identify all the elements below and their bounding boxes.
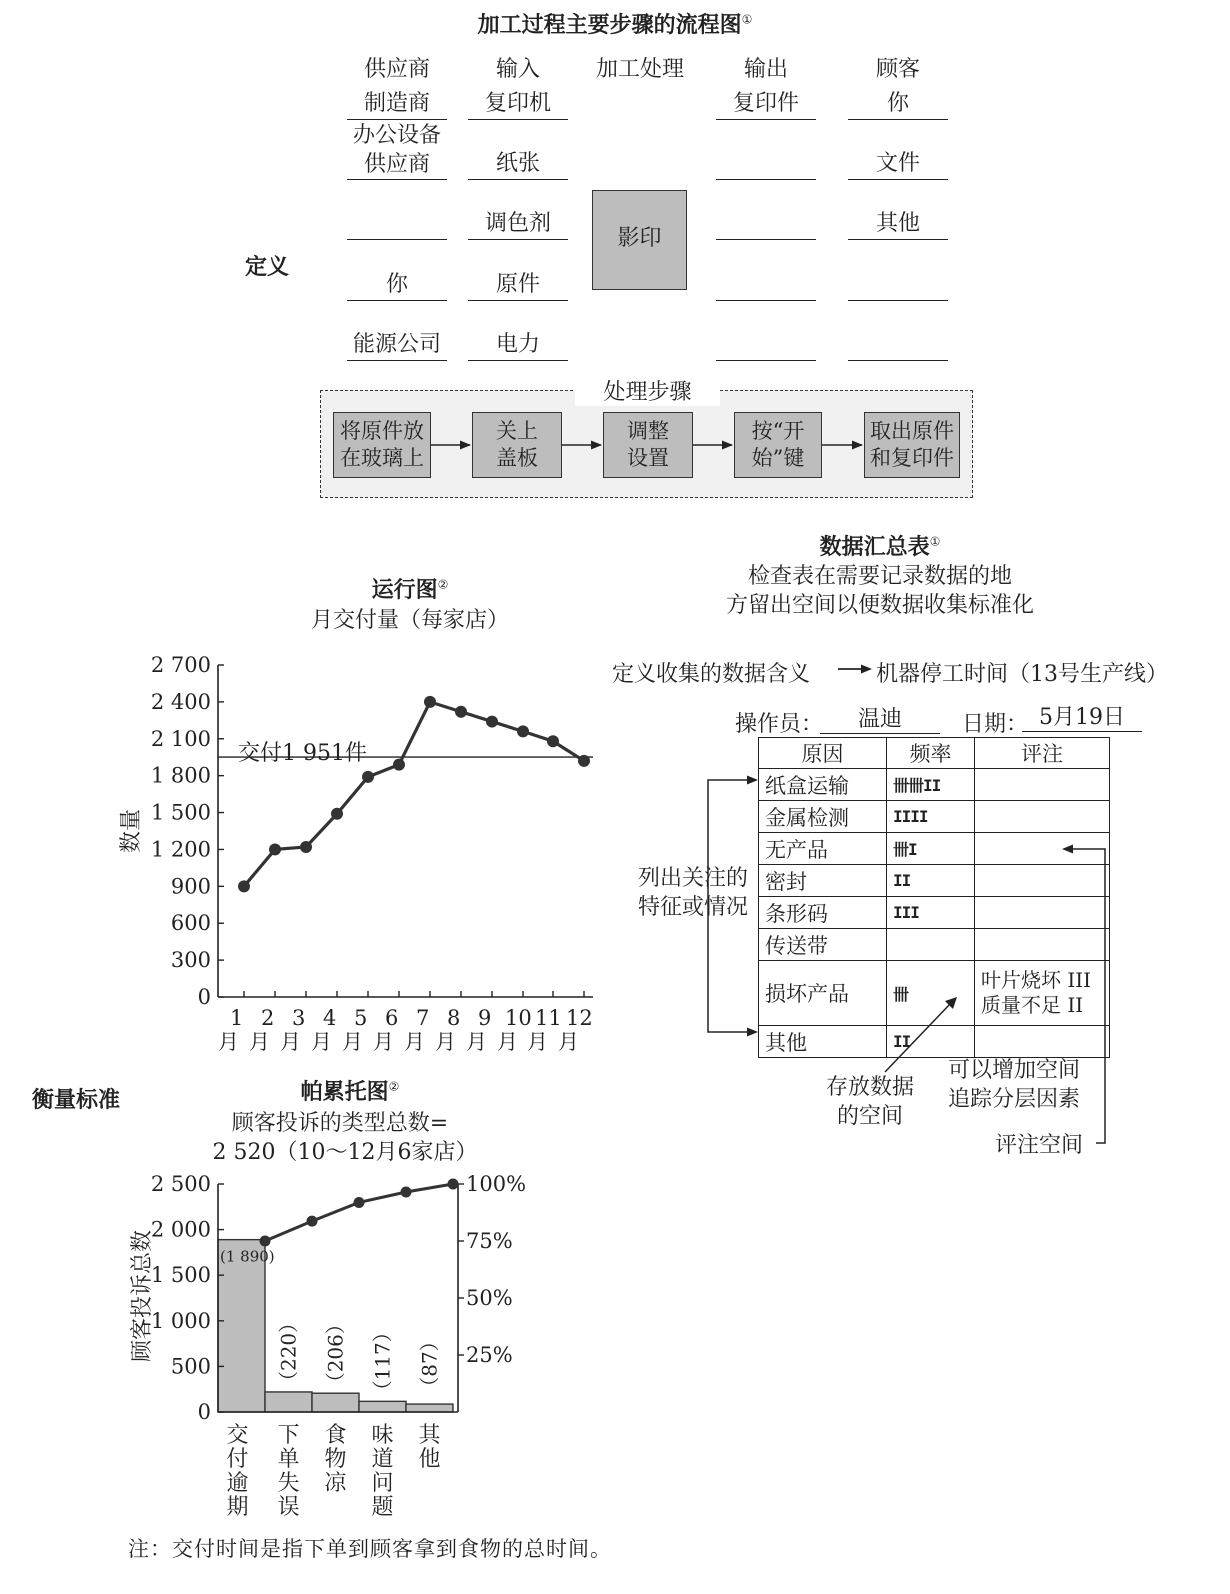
sheet-tally: 卌	[887, 961, 975, 1026]
run-point-11	[547, 735, 559, 747]
sheet-cause: 条形码	[759, 897, 887, 929]
sheet-row	[759, 961, 1110, 1026]
sheet-tally: II	[887, 1026, 975, 1058]
sheet-header-0: 原因	[759, 738, 887, 769]
flow-header-3: 输出	[743, 57, 788, 82]
flow-header-1: 输入	[495, 57, 540, 82]
check-sheet-desc-1: 检查表在需要记录数据的地	[747, 564, 1012, 589]
run-y-tick-label: 1 500	[150, 800, 211, 825]
run-y-tick-label: 300	[170, 948, 211, 973]
sheet-cause: 损坏产品	[759, 961, 887, 1026]
run-x-tick-label: 9	[478, 1006, 492, 1030]
pareto-y2-tick-label: 50%	[466, 1286, 513, 1310]
pareto-cumulative-point-4	[448, 1179, 459, 1190]
run-point-10	[517, 725, 529, 737]
pareto-y2-tick-label: 25%	[466, 1343, 513, 1367]
pareto-category-char: 付	[226, 1447, 249, 1472]
customer-0: 你	[848, 89, 948, 120]
sheet-tally: II	[887, 865, 975, 897]
run-chart-title-note: ②	[437, 577, 449, 592]
pareto-subtitle-1: 顾客投诉的类型总数=	[231, 1111, 449, 1136]
pareto-category-char: 物	[324, 1447, 347, 1472]
sheet-row	[759, 897, 1110, 929]
pareto-y-tick-label: 2 500	[150, 1172, 211, 1196]
run-x-tick-unit: 月	[527, 1030, 548, 1054]
run-x-tick-label: 12	[566, 1006, 593, 1030]
run-y-tick-label: 2 400	[150, 689, 211, 714]
pareto-y-tick-label: 2 000	[150, 1217, 211, 1242]
sheet-note	[975, 865, 1110, 897]
pareto-value-label-1: （220）	[276, 1312, 301, 1392]
pareto-category-char: 下	[277, 1423, 300, 1448]
input-1: 纸张	[468, 149, 568, 180]
pareto-y-tick-label: 1 000	[150, 1308, 211, 1333]
operator-label: 操作员：	[735, 712, 824, 737]
sheet-tally: III	[887, 897, 975, 929]
run-chart-title	[310, 573, 510, 604]
sheet-note	[975, 833, 1110, 865]
check-sheet-table-wrap	[758, 737, 1110, 1058]
sheet-note	[975, 897, 1110, 929]
check-sheet-desc-2: 方留出空间以便数据收集标准化	[725, 593, 1034, 618]
sheet-cause: 金属检测	[759, 801, 887, 833]
pareto-category-char: 单	[277, 1447, 300, 1472]
check-sheet-title	[780, 530, 980, 561]
pareto-y-tick-label: 1 500	[150, 1263, 211, 1288]
sheet-row	[759, 833, 1110, 865]
sheet-header-2: 评注	[975, 738, 1110, 769]
run-point-7	[424, 696, 436, 708]
flow-header-0: 供应商	[363, 57, 430, 82]
bracket-arrow-top	[747, 776, 758, 785]
sheet-note	[975, 929, 1110, 961]
definition-label: 定义	[245, 255, 290, 280]
run-x-tick-unit: 月	[373, 1030, 394, 1054]
run-x-tick-label: 3	[292, 1006, 306, 1030]
step-arrow-head-3	[852, 441, 863, 450]
run-y-tick-label: 900	[170, 874, 211, 899]
step-arrow-head-0	[460, 441, 471, 450]
pareto-category-char: 道	[371, 1447, 394, 1472]
run-series-line	[244, 702, 584, 886]
sheet-tally: 卌I	[887, 833, 975, 865]
left-note: 列出关注的 特征或情况	[638, 866, 749, 920]
measure-label: 衡量标准	[32, 1088, 121, 1113]
pareto-category-char: 问	[371, 1471, 394, 1496]
run-y-tick-label: 2 100	[150, 726, 211, 751]
run-x-tick-label: 8	[447, 1006, 461, 1030]
pareto-value-label-2: （206）	[323, 1314, 348, 1393]
run-x-tick-unit: 月	[218, 1030, 239, 1054]
step-arrow-head-1	[591, 441, 602, 450]
flowchart-title-text: 加工过程主要步骤的流程图	[477, 13, 742, 38]
step-box-0: 将原件放 在玻璃上	[333, 412, 431, 478]
run-x-tick-unit: 月	[466, 1030, 487, 1054]
run-y-tick-label: 2 700	[150, 653, 211, 677]
define-arrow-head	[861, 665, 872, 674]
run-y-label: 数量	[119, 808, 144, 853]
input-0: 复印机	[468, 89, 568, 120]
sheet-note	[975, 1026, 1110, 1058]
steps-label: 处理步骤	[575, 375, 720, 406]
step-arrow-head-2	[722, 441, 733, 450]
run-x-tick-unit: 月	[311, 1030, 332, 1054]
output-0: 复印件	[716, 89, 816, 120]
run-x-tick-unit: 月	[342, 1030, 363, 1054]
pareto-category-char: 误	[277, 1495, 300, 1520]
run-point-8	[455, 706, 467, 718]
supplier-0: 制造商	[347, 89, 447, 120]
pareto-value-label-3: （117）	[370, 1322, 395, 1401]
pareto-bar-3	[359, 1401, 406, 1412]
run-x-tick-unit: 月	[249, 1030, 270, 1054]
run-x-tick-unit: 月	[558, 1030, 579, 1054]
sheet-note	[975, 801, 1110, 833]
footnote: 注：交付时间是指下单到顾客拿到食物的总时间。	[128, 1537, 612, 1561]
run-x-tick-unit: 月	[280, 1030, 301, 1054]
flow-header-4: 顾客	[875, 57, 920, 82]
pareto-category-char: 其	[418, 1423, 441, 1448]
sheet-row	[759, 1026, 1110, 1058]
flow-header-2: 加工处理	[595, 57, 684, 82]
run-x-tick-unit: 月	[404, 1030, 425, 1054]
pareto-cumulative-point-2	[354, 1197, 365, 1208]
run-y-tick-label: 1 800	[150, 763, 211, 788]
define-text: 定义收集的数据含义	[612, 662, 811, 687]
pareto-category-char: 失	[277, 1471, 300, 1496]
run-x-tick-label: 6	[385, 1006, 399, 1030]
run-x-tick-unit: 月	[435, 1030, 456, 1054]
pareto-y-label: 顾客投诉总数	[130, 1229, 155, 1362]
pareto-bar-1	[265, 1392, 312, 1412]
check-sheet-table	[758, 737, 1110, 1058]
input-3: 原件	[468, 270, 568, 301]
input-4: 电力	[468, 330, 568, 361]
supplier-4: 能源公司	[347, 330, 447, 361]
sheet-tally: IIII	[887, 801, 975, 833]
run-x-tick-label: 5	[354, 1006, 368, 1030]
step-box-2: 调整 设置	[603, 412, 693, 478]
run-y-tick-label: 1 200	[150, 837, 211, 862]
pareto-value-label-4: （87）	[417, 1331, 442, 1397]
sheet-header-row	[759, 738, 1110, 769]
pareto-y2-tick-label: 100%	[466, 1172, 527, 1196]
pareto-bar-2	[312, 1393, 359, 1412]
pareto-category-char: 食	[324, 1423, 347, 1448]
sheet-cause: 密封	[759, 865, 887, 897]
add-note: 可以增加空间 追踪分层因素	[948, 1058, 1081, 1112]
supplier-1: 办公设备 供应商	[347, 121, 447, 180]
comment-note: 评注空间	[995, 1133, 1084, 1158]
customer-1: 文件	[848, 149, 948, 180]
step-box-3: 按“开 始”键	[734, 412, 822, 478]
run-point-2	[269, 843, 281, 855]
pareto-y2-tick-label: 75%	[466, 1229, 513, 1253]
run-point-12	[578, 755, 590, 767]
sheet-cause: 纸盒运输	[759, 769, 887, 801]
run-x-tick-label: 4	[323, 1006, 337, 1030]
pareto-category-char: 期	[226, 1495, 249, 1520]
input-2: 调色剂	[468, 209, 568, 240]
run-chart-subtitle: 月交付量（每家店）	[310, 608, 509, 633]
run-point-9	[486, 716, 498, 728]
sheet-row	[759, 801, 1110, 833]
run-chart-ref-label: 交付1 951件	[238, 741, 367, 766]
run-x-tick-label: 11	[535, 1006, 562, 1030]
sheet-row	[759, 769, 1110, 801]
run-chart-title-text: 运行图	[371, 578, 438, 603]
pareto-title-note: ②	[388, 1079, 400, 1094]
sheet-note	[975, 769, 1110, 801]
pareto-category-char: 凉	[324, 1471, 347, 1496]
run-point-5	[362, 771, 374, 783]
pareto-category-char: 题	[371, 1495, 394, 1520]
pareto-cumulative-point-0	[260, 1236, 271, 1247]
date-value: 5月19日	[1022, 700, 1142, 732]
sheet-cause: 其他	[759, 1026, 887, 1058]
pareto-subtitle-2: 2 520（10～12月6家店）	[212, 1140, 478, 1165]
pareto-y-tick-label: 500	[170, 1354, 211, 1379]
customer-2: 其他	[848, 209, 948, 240]
run-x-tick-label: 1	[230, 1006, 244, 1030]
run-point-6	[393, 759, 405, 771]
date-label: 日期：	[962, 712, 1029, 737]
pareto-category-char: 味	[371, 1423, 394, 1448]
check-sheet-title-note: ①	[929, 534, 941, 549]
check-sheet-title-text: 数据汇总表	[819, 535, 930, 560]
sheet-row	[759, 929, 1110, 961]
run-y-tick-label: 0	[197, 985, 211, 1009]
pareto-title	[250, 1075, 450, 1106]
pareto-cumulative-point-1	[307, 1216, 318, 1227]
sheet-tally	[887, 929, 975, 961]
define-target: 机器停工时间（13号生产线）	[876, 662, 1168, 687]
run-x-tick-label: 2	[261, 1006, 275, 1030]
run-point-4	[331, 808, 343, 820]
run-point-1	[238, 880, 250, 892]
run-x-tick-label: 10	[505, 1006, 532, 1030]
run-point-3	[300, 841, 312, 853]
pareto-bar-4	[406, 1404, 453, 1412]
sheet-row	[759, 865, 1110, 897]
flowchart-title-note: ①	[741, 12, 753, 27]
step-box-1: 关上 盖板	[472, 412, 562, 478]
sheet-tally: 卌卌II	[887, 769, 975, 801]
pareto-cumulative-point-3	[401, 1186, 412, 1197]
sheet-cause: 传送带	[759, 929, 887, 961]
pareto-category-char: 逾	[226, 1471, 249, 1496]
bracket-arrow-bottom	[747, 1028, 758, 1037]
pareto-title-text: 帕累托图	[300, 1080, 389, 1105]
step-box-4: 取出原件 和复印件	[864, 412, 960, 478]
pareto-value-label-0: (1 890)	[220, 1247, 275, 1266]
sheet-note: 叶片烧坏 III 质量不足 II	[975, 961, 1110, 1026]
process-label: 影印	[617, 226, 662, 251]
pareto-category-char: 交	[226, 1423, 249, 1448]
sheet-header-1: 频率	[887, 738, 975, 769]
run-y-tick-label: 600	[170, 911, 211, 936]
run-x-tick-unit: 月	[497, 1030, 518, 1054]
operator-value: 温迪	[820, 702, 940, 734]
run-x-tick-label: 7	[416, 1006, 430, 1030]
store-note: 存放数据 的空间	[825, 1075, 914, 1129]
pareto-category-char: 他	[418, 1447, 441, 1472]
pareto-y-tick-label: 0	[197, 1400, 211, 1424]
sheet-cause: 无产品	[759, 833, 887, 865]
pareto-cumulative-line	[265, 1184, 453, 1241]
supplier-3: 你	[347, 270, 447, 301]
